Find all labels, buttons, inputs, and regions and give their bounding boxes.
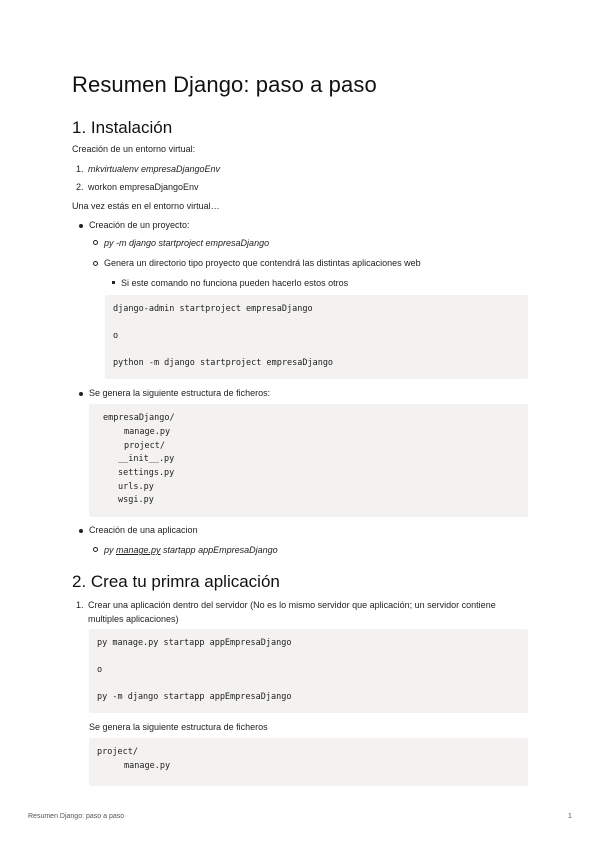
list-item: Se genera la siguiente estructura de ficheros: <box>89 388 271 398</box>
section-heading-instalacion: 1. Instalación <box>72 118 173 137</box>
code-line: manage.py <box>124 761 171 771</box>
section-heading-crea-app: 2. Crea tu primra aplicación <box>72 572 280 591</box>
page-number: 1 <box>568 813 572 820</box>
list-item: py -m django startproject empresaDjango <box>104 238 270 248</box>
list-item-continuation: multiples aplicaciones) <box>88 614 179 624</box>
bullet <box>93 240 98 245</box>
paragraph: Creación de un entorno virtual: <box>72 144 196 154</box>
text-fragment: py <box>104 545 117 555</box>
list-item: Crear una aplicación dentro del servidor (No es lo mismo servidor que aplicación; un servidor contiene <box>88 600 496 610</box>
code-block <box>105 295 528 379</box>
code-line: o <box>97 665 103 675</box>
code-line: manage.py <box>124 427 171 437</box>
list-item: Si este comando no funciona pueden hacerlo estos otros <box>121 278 349 288</box>
list-number: 1. <box>76 164 84 174</box>
bullet <box>79 392 83 396</box>
code-block <box>89 629 528 713</box>
footer-title: Resumen Django: paso a paso <box>28 813 125 820</box>
bullet <box>79 224 83 228</box>
list-number: 1. <box>76 600 84 610</box>
manage-py-link[interactable]: manage.py <box>116 545 161 555</box>
code-block <box>89 404 528 517</box>
code-line: settings.py <box>118 468 175 478</box>
list-item: workon empresaDjangoEnv <box>88 182 199 192</box>
code-line: py manage.py startapp appEmpresaDjango <box>97 638 292 648</box>
list-item: mkvirtualenv empresaDjangoEnv <box>88 164 221 174</box>
code-line: o <box>113 331 119 341</box>
code-line: urls.py <box>118 482 154 492</box>
code-line: project/ <box>97 747 138 757</box>
code-block <box>89 738 528 786</box>
page-title: Resumen Django: paso a paso <box>72 72 377 97</box>
code-line: py -m django startapp appEmpresaDjango <box>97 692 292 702</box>
code-line: wsgi.py <box>118 495 154 505</box>
code-line: project/ <box>124 441 165 451</box>
code-line: django-admin startproject empresaDjango <box>113 304 313 314</box>
list-item: Creación de una aplicacion <box>89 525 198 535</box>
list-number: 2. <box>76 182 84 192</box>
paragraph: Se genera la siguiente estructura de ficheros <box>89 722 268 732</box>
list-item: Genera un directorio tipo proyecto que contendrá las distintas aplicaciones web <box>104 258 421 268</box>
code-line: python -m django startproject empresaDjango <box>113 358 334 368</box>
bullet <box>93 261 98 266</box>
list-item <box>104 545 278 555</box>
code-line: __init__.py <box>118 454 175 464</box>
code-line: empresaDjango/ <box>103 413 175 423</box>
bullet <box>79 529 83 533</box>
text-fragment: startapp appEmpresaDjango <box>160 545 278 555</box>
bullet <box>112 281 115 284</box>
paragraph: Una vez estás en el entorno virtual… <box>72 201 220 211</box>
bullet <box>93 547 98 552</box>
list-item: Creación de un proyecto: <box>89 220 190 230</box>
